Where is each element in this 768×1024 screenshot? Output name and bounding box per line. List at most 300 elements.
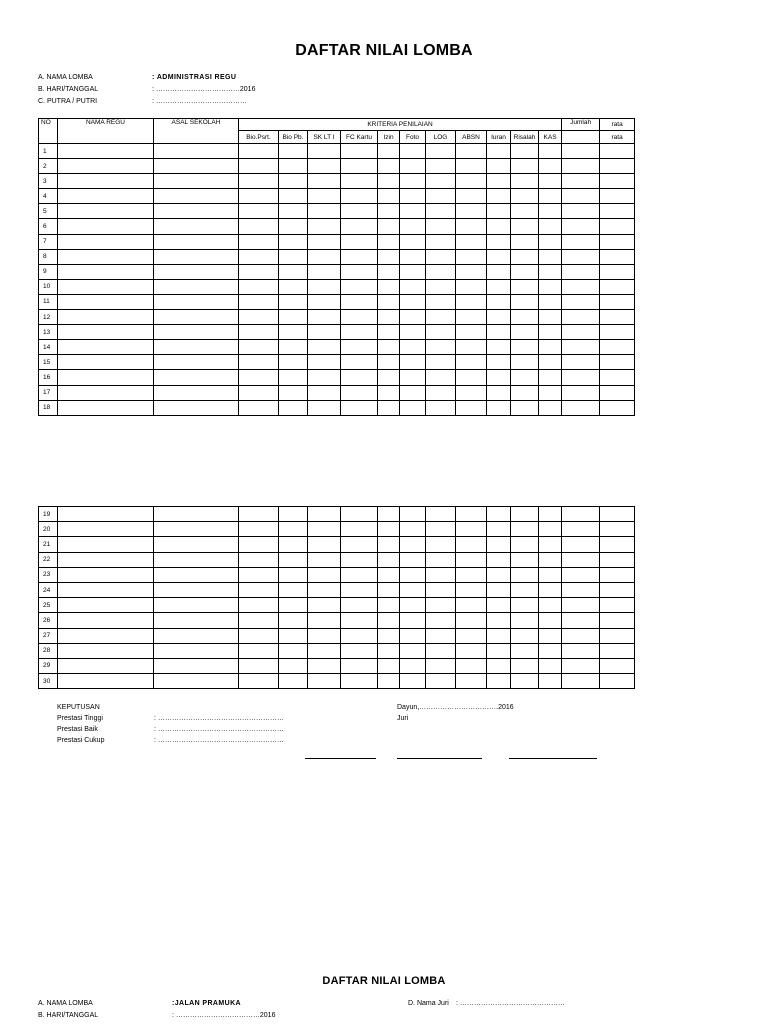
score-cell[interactable] (239, 325, 279, 340)
score-cell[interactable] (341, 340, 378, 355)
score-cell[interactable] (511, 522, 539, 537)
score-cell[interactable] (308, 522, 341, 537)
score-cell[interactable] (400, 400, 426, 415)
score-cell[interactable] (600, 294, 635, 309)
score-cell[interactable] (600, 355, 635, 370)
score-cell[interactable] (279, 219, 308, 234)
score-cell[interactable] (426, 204, 456, 219)
score-cell[interactable] (456, 340, 487, 355)
score-cell[interactable] (426, 159, 456, 174)
score-cell[interactable] (308, 582, 341, 597)
score-cell[interactable] (58, 567, 154, 582)
score-cell[interactable] (239, 613, 279, 628)
score-cell[interactable] (341, 204, 378, 219)
score-cell[interactable] (562, 567, 600, 582)
score-cell[interactable] (400, 552, 426, 567)
score-cell[interactable] (58, 219, 154, 234)
score-cell[interactable] (239, 522, 279, 537)
score-cell[interactable] (539, 552, 562, 567)
score-cell[interactable] (426, 189, 456, 204)
score-cell[interactable] (511, 355, 539, 370)
score-cell[interactable] (426, 264, 456, 279)
score-cell[interactable] (600, 385, 635, 400)
score-cell[interactable] (487, 537, 511, 552)
score-cell[interactable] (378, 249, 400, 264)
score-cell[interactable] (279, 144, 308, 159)
score-cell[interactable] (400, 234, 426, 249)
score-cell[interactable] (456, 628, 487, 643)
score-cell[interactable] (456, 234, 487, 249)
score-cell[interactable] (154, 658, 239, 673)
score-cell[interactable] (539, 355, 562, 370)
score-cell[interactable] (562, 628, 600, 643)
score-cell[interactable] (539, 264, 562, 279)
score-cell[interactable] (426, 144, 456, 159)
score-cell[interactable] (279, 294, 308, 309)
score-cell[interactable] (426, 674, 456, 689)
score-cell[interactable] (562, 552, 600, 567)
score-cell[interactable] (456, 189, 487, 204)
score-cell[interactable] (279, 674, 308, 689)
score-cell[interactable] (58, 159, 154, 174)
score-cell[interactable] (154, 249, 239, 264)
score-cell[interactable] (341, 628, 378, 643)
score-cell[interactable] (239, 507, 279, 522)
score-cell[interactable] (279, 598, 308, 613)
score-cell[interactable] (456, 219, 487, 234)
score-cell[interactable] (511, 552, 539, 567)
score-cell[interactable] (426, 355, 456, 370)
score-cell[interactable] (308, 613, 341, 628)
score-cell[interactable] (539, 279, 562, 294)
score-cell[interactable] (426, 340, 456, 355)
score-cell[interactable] (341, 325, 378, 340)
score-cell[interactable] (58, 522, 154, 537)
score-cell[interactable] (378, 340, 400, 355)
score-cell[interactable] (279, 400, 308, 415)
score-cell[interactable] (341, 294, 378, 309)
score-cell[interactable] (511, 643, 539, 658)
score-cell[interactable] (562, 279, 600, 294)
score-cell[interactable] (279, 537, 308, 552)
score-cell[interactable] (239, 370, 279, 385)
score-cell[interactable] (562, 674, 600, 689)
score-cell[interactable] (562, 294, 600, 309)
score-cell[interactable] (539, 370, 562, 385)
score-cell[interactable] (456, 400, 487, 415)
score-cell[interactable] (378, 674, 400, 689)
score-cell[interactable] (400, 643, 426, 658)
score-cell[interactable] (600, 370, 635, 385)
score-cell[interactable] (400, 370, 426, 385)
score-cell[interactable] (378, 400, 400, 415)
score-cell[interactable] (308, 159, 341, 174)
score-cell[interactable] (308, 219, 341, 234)
score-cell[interactable] (341, 598, 378, 613)
score-cell[interactable] (539, 674, 562, 689)
score-cell[interactable] (456, 598, 487, 613)
score-cell[interactable] (308, 355, 341, 370)
score-cell[interactable] (308, 567, 341, 582)
score-cell[interactable] (487, 174, 511, 189)
score-cell[interactable] (539, 613, 562, 628)
score-cell[interactable] (426, 400, 456, 415)
score-cell[interactable] (400, 310, 426, 325)
score-cell[interactable] (539, 234, 562, 249)
score-cell[interactable] (341, 159, 378, 174)
score-cell[interactable] (58, 674, 154, 689)
score-cell[interactable] (426, 628, 456, 643)
score-cell[interactable] (154, 628, 239, 643)
score-cell[interactable] (378, 174, 400, 189)
score-cell[interactable] (154, 174, 239, 189)
score-cell[interactable] (279, 658, 308, 673)
score-cell[interactable] (600, 189, 635, 204)
score-cell[interactable] (378, 598, 400, 613)
score-cell[interactable] (600, 325, 635, 340)
score-cell[interactable] (511, 340, 539, 355)
score-cell[interactable] (308, 249, 341, 264)
score-cell[interactable] (426, 219, 456, 234)
score-cell[interactable] (279, 189, 308, 204)
score-cell[interactable] (539, 159, 562, 174)
score-cell[interactable] (511, 598, 539, 613)
score-cell[interactable] (308, 674, 341, 689)
score-cell[interactable] (600, 658, 635, 673)
score-cell[interactable] (487, 219, 511, 234)
score-cell[interactable] (154, 279, 239, 294)
score-cell[interactable] (487, 613, 511, 628)
score-cell[interactable] (562, 144, 600, 159)
score-cell[interactable] (487, 385, 511, 400)
score-cell[interactable] (562, 643, 600, 658)
score-cell[interactable] (456, 582, 487, 597)
score-cell[interactable] (154, 325, 239, 340)
score-cell[interactable] (341, 310, 378, 325)
score-cell[interactable] (154, 507, 239, 522)
score-cell[interactable] (400, 658, 426, 673)
score-cell[interactable] (154, 219, 239, 234)
score-cell[interactable] (308, 385, 341, 400)
score-cell[interactable] (341, 279, 378, 294)
score-cell[interactable] (426, 658, 456, 673)
score-cell[interactable] (378, 613, 400, 628)
score-cell[interactable] (154, 643, 239, 658)
score-cell[interactable] (487, 234, 511, 249)
score-cell[interactable] (511, 507, 539, 522)
score-cell[interactable] (400, 325, 426, 340)
score-cell[interactable] (400, 355, 426, 370)
score-cell[interactable] (562, 582, 600, 597)
score-cell[interactable] (456, 552, 487, 567)
score-cell[interactable] (456, 507, 487, 522)
score-cell[interactable] (341, 355, 378, 370)
score-cell[interactable] (600, 234, 635, 249)
score-cell[interactable] (154, 144, 239, 159)
score-cell[interactable] (487, 249, 511, 264)
score-cell[interactable] (426, 522, 456, 537)
score-cell[interactable] (456, 174, 487, 189)
score-cell[interactable] (426, 325, 456, 340)
score-cell[interactable] (239, 674, 279, 689)
score-cell[interactable] (511, 159, 539, 174)
score-cell[interactable] (426, 385, 456, 400)
score-cell[interactable] (279, 628, 308, 643)
score-cell[interactable] (539, 582, 562, 597)
score-cell[interactable] (539, 174, 562, 189)
score-cell[interactable] (539, 204, 562, 219)
score-cell[interactable] (562, 310, 600, 325)
score-cell[interactable] (239, 310, 279, 325)
score-cell[interactable] (456, 264, 487, 279)
score-cell[interactable] (562, 507, 600, 522)
score-cell[interactable] (562, 174, 600, 189)
score-cell[interactable] (308, 204, 341, 219)
score-cell[interactable] (378, 537, 400, 552)
score-cell[interactable] (511, 628, 539, 643)
score-cell[interactable] (487, 189, 511, 204)
score-cell[interactable] (378, 643, 400, 658)
score-cell[interactable] (58, 537, 154, 552)
score-cell[interactable] (239, 234, 279, 249)
score-cell[interactable] (456, 537, 487, 552)
score-cell[interactable] (400, 204, 426, 219)
score-cell[interactable] (58, 582, 154, 597)
score-cell[interactable] (487, 310, 511, 325)
score-cell[interactable] (511, 204, 539, 219)
score-cell[interactable] (239, 279, 279, 294)
score-cell[interactable] (154, 294, 239, 309)
score-cell[interactable] (562, 234, 600, 249)
score-cell[interactable] (511, 174, 539, 189)
score-cell[interactable] (562, 249, 600, 264)
score-cell[interactable] (154, 537, 239, 552)
score-cell[interactable] (400, 598, 426, 613)
score-cell[interactable] (239, 294, 279, 309)
score-cell[interactable] (239, 385, 279, 400)
score-cell[interactable] (154, 204, 239, 219)
score-cell[interactable] (58, 643, 154, 658)
score-cell[interactable] (562, 537, 600, 552)
score-cell[interactable] (456, 159, 487, 174)
score-cell[interactable] (154, 552, 239, 567)
score-cell[interactable] (400, 264, 426, 279)
score-cell[interactable] (426, 370, 456, 385)
score-cell[interactable] (511, 658, 539, 673)
score-cell[interactable] (426, 249, 456, 264)
score-cell[interactable] (341, 613, 378, 628)
score-cell[interactable] (378, 294, 400, 309)
score-cell[interactable] (400, 174, 426, 189)
score-cell[interactable] (487, 567, 511, 582)
score-cell[interactable] (378, 234, 400, 249)
score-cell[interactable] (456, 522, 487, 537)
score-cell[interactable] (154, 340, 239, 355)
score-cell[interactable] (400, 674, 426, 689)
score-cell[interactable] (400, 582, 426, 597)
score-cell[interactable] (487, 598, 511, 613)
score-cell[interactable] (600, 628, 635, 643)
score-cell[interactable] (539, 567, 562, 582)
score-cell[interactable] (487, 340, 511, 355)
score-cell[interactable] (400, 628, 426, 643)
score-cell[interactable] (562, 219, 600, 234)
score-cell[interactable] (600, 279, 635, 294)
score-cell[interactable] (400, 567, 426, 582)
score-cell[interactable] (456, 643, 487, 658)
score-cell[interactable] (239, 355, 279, 370)
score-cell[interactable] (487, 582, 511, 597)
score-cell[interactable] (239, 582, 279, 597)
score-cell[interactable] (562, 400, 600, 415)
score-cell[interactable] (562, 598, 600, 613)
score-cell[interactable] (539, 643, 562, 658)
score-cell[interactable] (308, 174, 341, 189)
score-cell[interactable] (378, 370, 400, 385)
score-cell[interactable] (239, 567, 279, 582)
score-cell[interactable] (58, 370, 154, 385)
score-cell[interactable] (511, 279, 539, 294)
score-cell[interactable] (378, 522, 400, 537)
score-cell[interactable] (308, 144, 341, 159)
score-cell[interactable] (511, 674, 539, 689)
score-cell[interactable] (487, 643, 511, 658)
score-cell[interactable] (279, 204, 308, 219)
score-cell[interactable] (239, 144, 279, 159)
score-cell[interactable] (600, 174, 635, 189)
score-cell[interactable] (58, 264, 154, 279)
score-cell[interactable] (487, 628, 511, 643)
score-cell[interactable] (341, 144, 378, 159)
score-cell[interactable] (239, 340, 279, 355)
score-cell[interactable] (308, 234, 341, 249)
score-cell[interactable] (239, 264, 279, 279)
score-cell[interactable] (456, 279, 487, 294)
score-cell[interactable] (378, 628, 400, 643)
score-cell[interactable] (341, 234, 378, 249)
score-cell[interactable] (341, 643, 378, 658)
score-cell[interactable] (562, 325, 600, 340)
score-cell[interactable] (511, 385, 539, 400)
score-cell[interactable] (562, 522, 600, 537)
score-cell[interactable] (279, 159, 308, 174)
score-cell[interactable] (378, 204, 400, 219)
score-cell[interactable] (378, 507, 400, 522)
score-cell[interactable] (308, 325, 341, 340)
score-cell[interactable] (154, 613, 239, 628)
score-cell[interactable] (378, 219, 400, 234)
score-cell[interactable] (58, 189, 154, 204)
score-cell[interactable] (378, 264, 400, 279)
score-cell[interactable] (308, 643, 341, 658)
score-cell[interactable] (154, 264, 239, 279)
score-cell[interactable] (562, 340, 600, 355)
score-cell[interactable] (426, 537, 456, 552)
score-cell[interactable] (239, 159, 279, 174)
score-cell[interactable] (562, 370, 600, 385)
score-cell[interactable] (279, 552, 308, 567)
score-cell[interactable] (600, 552, 635, 567)
score-cell[interactable] (341, 522, 378, 537)
score-cell[interactable] (400, 189, 426, 204)
score-cell[interactable] (400, 279, 426, 294)
score-cell[interactable] (58, 552, 154, 567)
score-cell[interactable] (279, 613, 308, 628)
score-cell[interactable] (378, 658, 400, 673)
score-cell[interactable] (239, 628, 279, 643)
score-cell[interactable] (154, 310, 239, 325)
score-cell[interactable] (239, 189, 279, 204)
score-cell[interactable] (600, 264, 635, 279)
score-cell[interactable] (378, 582, 400, 597)
score-cell[interactable] (487, 507, 511, 522)
score-cell[interactable] (341, 264, 378, 279)
score-cell[interactable] (341, 174, 378, 189)
score-cell[interactable] (308, 537, 341, 552)
score-cell[interactable] (511, 325, 539, 340)
score-cell[interactable] (154, 674, 239, 689)
score-cell[interactable] (511, 400, 539, 415)
score-cell[interactable] (426, 174, 456, 189)
score-cell[interactable] (600, 340, 635, 355)
score-cell[interactable] (562, 355, 600, 370)
score-cell[interactable] (400, 522, 426, 537)
score-cell[interactable] (539, 144, 562, 159)
score-cell[interactable] (400, 507, 426, 522)
score-cell[interactable] (279, 522, 308, 537)
score-cell[interactable] (341, 189, 378, 204)
score-cell[interactable] (426, 552, 456, 567)
score-cell[interactable] (341, 537, 378, 552)
score-cell[interactable] (308, 189, 341, 204)
score-cell[interactable] (279, 643, 308, 658)
score-cell[interactable] (426, 294, 456, 309)
score-cell[interactable] (308, 628, 341, 643)
score-cell[interactable] (378, 325, 400, 340)
score-cell[interactable] (487, 522, 511, 537)
score-cell[interactable] (456, 310, 487, 325)
score-cell[interactable] (341, 552, 378, 567)
score-cell[interactable] (279, 582, 308, 597)
score-cell[interactable] (456, 658, 487, 673)
score-cell[interactable] (378, 279, 400, 294)
score-cell[interactable] (341, 370, 378, 385)
score-cell[interactable] (154, 159, 239, 174)
score-cell[interactable] (308, 294, 341, 309)
score-cell[interactable] (456, 674, 487, 689)
score-cell[interactable] (154, 189, 239, 204)
score-cell[interactable] (487, 325, 511, 340)
score-cell[interactable] (511, 219, 539, 234)
score-cell[interactable] (539, 189, 562, 204)
score-cell[interactable] (58, 234, 154, 249)
score-cell[interactable] (487, 400, 511, 415)
score-cell[interactable] (562, 658, 600, 673)
score-cell[interactable] (456, 249, 487, 264)
score-cell[interactable] (539, 249, 562, 264)
score-cell[interactable] (58, 507, 154, 522)
score-cell[interactable] (600, 598, 635, 613)
score-cell[interactable] (539, 400, 562, 415)
score-cell[interactable] (341, 674, 378, 689)
score-cell[interactable] (487, 674, 511, 689)
score-cell[interactable] (600, 159, 635, 174)
score-cell[interactable] (58, 249, 154, 264)
score-cell[interactable] (426, 613, 456, 628)
score-cell[interactable] (600, 204, 635, 219)
score-cell[interactable] (511, 264, 539, 279)
score-cell[interactable] (487, 658, 511, 673)
